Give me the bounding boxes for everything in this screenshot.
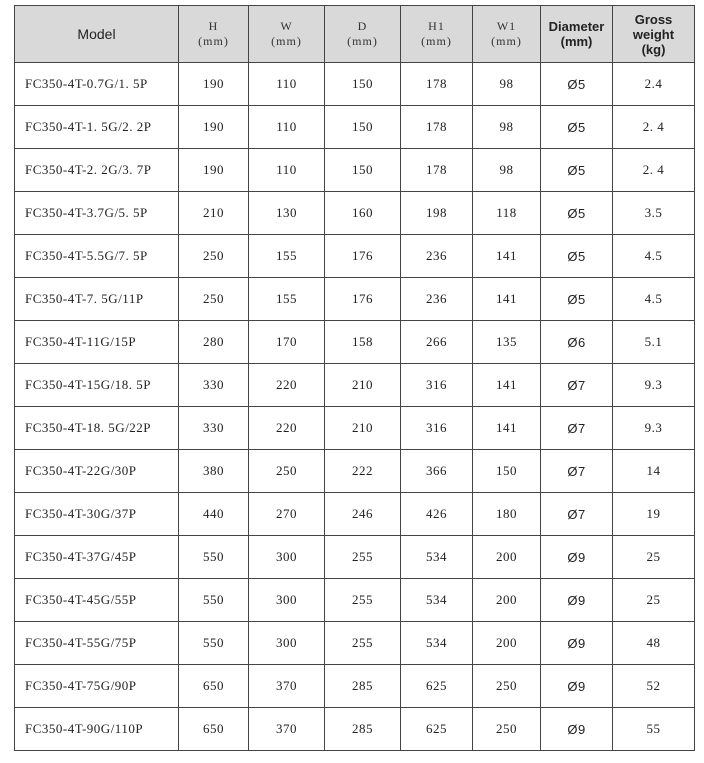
cell-model: FC350-4T-7. 5G/11P [15,278,179,321]
cell-gross-weight: 25 [613,536,695,579]
cell-diameter: Ø7 [541,407,613,450]
cell-h1: 178 [401,63,473,106]
cell-w: 300 [249,622,325,665]
cell-w1: 98 [473,63,541,106]
cell-w: 300 [249,579,325,622]
cell-model: FC350-4T-5.5G/7. 5P [15,235,179,278]
cell-w1: 200 [473,579,541,622]
cell-h1: 534 [401,536,473,579]
cell-diameter: Ø5 [541,192,613,235]
cell-gross-weight: 9.3 [613,364,695,407]
cell-h: 550 [179,536,249,579]
cell-h: 650 [179,665,249,708]
cell-w: 130 [249,192,325,235]
cell-model: FC350-4T-18. 5G/22P [15,407,179,450]
header-model: Model [15,6,179,63]
cell-w: 270 [249,493,325,536]
cell-w1: 200 [473,536,541,579]
cell-model: FC350-4T-3.7G/5. 5P [15,192,179,235]
cell-model: FC350-4T-1. 5G/2. 2P [15,106,179,149]
cell-h: 250 [179,278,249,321]
cell-h1: 366 [401,450,473,493]
cell-w1: 180 [473,493,541,536]
cell-w: 110 [249,63,325,106]
dimensions-table [14,5,695,751]
cell-diameter: Ø5 [541,63,613,106]
cell-h: 190 [179,149,249,192]
cell-diameter: Ø9 [541,665,613,708]
cell-gross-weight: 19 [613,493,695,536]
cell-h1: 316 [401,407,473,450]
cell-w: 170 [249,321,325,364]
cell-diameter: Ø5 [541,235,613,278]
table-row [15,364,695,407]
cell-d: 285 [325,665,401,708]
cell-w: 155 [249,278,325,321]
cell-d: 255 [325,536,401,579]
cell-w1: 141 [473,364,541,407]
cell-h: 250 [179,235,249,278]
cell-h1: 198 [401,192,473,235]
table-row [15,665,695,708]
cell-w: 220 [249,407,325,450]
cell-model: FC350-4T-90G/110P [15,708,179,751]
cell-gross-weight: 4.5 [613,235,695,278]
cell-d: 150 [325,63,401,106]
cell-d: 210 [325,364,401,407]
header-d: D (mm) [325,6,401,63]
cell-h: 650 [179,708,249,751]
cell-gross-weight: 2.4 [613,63,695,106]
cell-gross-weight: 55 [613,708,695,751]
cell-gross-weight: 2. 4 [613,149,695,192]
cell-diameter: Ø7 [541,493,613,536]
cell-gross-weight: 3.5 [613,192,695,235]
table-row [15,321,695,364]
cell-h1: 236 [401,278,473,321]
table-row [15,536,695,579]
cell-h1: 534 [401,579,473,622]
cell-h: 380 [179,450,249,493]
cell-w: 220 [249,364,325,407]
cell-gross-weight: 25 [613,579,695,622]
cell-gross-weight: 9.3 [613,407,695,450]
header-w: W (mm) [249,6,325,63]
cell-d: 176 [325,278,401,321]
cell-w1: 200 [473,622,541,665]
cell-d: 285 [325,708,401,751]
cell-h1: 236 [401,235,473,278]
cell-w: 370 [249,665,325,708]
cell-diameter: Ø5 [541,278,613,321]
cell-d: 160 [325,192,401,235]
cell-d: 150 [325,149,401,192]
cell-diameter: Ø5 [541,149,613,192]
table-row [15,708,695,751]
cell-w1: 141 [473,235,541,278]
cell-gross-weight: 52 [613,665,695,708]
cell-w: 250 [249,450,325,493]
table-row [15,149,695,192]
cell-model: FC350-4T-22G/30P [15,450,179,493]
cell-w1: 141 [473,407,541,450]
cell-h: 190 [179,106,249,149]
cell-diameter: Ø5 [541,106,613,149]
cell-h: 550 [179,622,249,665]
table-row [15,407,695,450]
cell-gross-weight: 14 [613,450,695,493]
cell-h1: 534 [401,622,473,665]
cell-diameter: Ø7 [541,450,613,493]
cell-w: 300 [249,536,325,579]
cell-w1: 135 [473,321,541,364]
cell-diameter: Ø9 [541,708,613,751]
cell-d: 255 [325,622,401,665]
cell-d: 176 [325,235,401,278]
cell-diameter: Ø9 [541,579,613,622]
cell-diameter: Ø9 [541,536,613,579]
cell-h: 440 [179,493,249,536]
cell-gross-weight: 4.5 [613,278,695,321]
table-row [15,278,695,321]
cell-h1: 316 [401,364,473,407]
cell-w: 370 [249,708,325,751]
table-row [15,235,695,278]
cell-h: 280 [179,321,249,364]
cell-gross-weight: 48 [613,622,695,665]
cell-w: 155 [249,235,325,278]
table-row [15,493,695,536]
cell-h: 330 [179,364,249,407]
cell-model: FC350-4T-55G/75P [15,622,179,665]
table-row [15,106,695,149]
cell-diameter: Ø7 [541,364,613,407]
header-h1: H1 (mm) [401,6,473,63]
cell-h: 330 [179,407,249,450]
header-w1: W1 (mm) [473,6,541,63]
cell-d: 246 [325,493,401,536]
cell-h: 550 [179,579,249,622]
cell-model: FC350-4T-37G/45P [15,536,179,579]
cell-d: 222 [325,450,401,493]
table-row [15,63,695,106]
cell-w1: 250 [473,708,541,751]
header-row [15,6,695,63]
cell-w1: 150 [473,450,541,493]
cell-model: FC350-4T-11G/15P [15,321,179,364]
cell-d: 255 [325,579,401,622]
cell-d: 150 [325,106,401,149]
cell-h1: 178 [401,149,473,192]
cell-diameter: Ø6 [541,321,613,364]
cell-w: 110 [249,106,325,149]
cell-h1: 625 [401,665,473,708]
cell-w1: 98 [473,106,541,149]
cell-diameter: Ø9 [541,622,613,665]
cell-model: FC350-4T-30G/37P [15,493,179,536]
header-diameter: Diameter (mm) [541,6,613,63]
cell-model: FC350-4T-15G/18. 5P [15,364,179,407]
table-row [15,192,695,235]
cell-model: FC350-4T-75G/90P [15,665,179,708]
cell-w: 110 [249,149,325,192]
cell-d: 210 [325,407,401,450]
cell-model: FC350-4T-45G/55P [15,579,179,622]
table-row [15,579,695,622]
cell-w1: 250 [473,665,541,708]
cell-h1: 178 [401,106,473,149]
cell-h: 190 [179,63,249,106]
cell-w1: 98 [473,149,541,192]
cell-gross-weight: 2. 4 [613,106,695,149]
cell-model: FC350-4T-2. 2G/3. 7P [15,149,179,192]
cell-h: 210 [179,192,249,235]
cell-w1: 118 [473,192,541,235]
table-row [15,622,695,665]
header-h: H (mm) [179,6,249,63]
header-gross-weight: Gross weight (kg) [613,6,695,63]
cell-h1: 625 [401,708,473,751]
cell-gross-weight: 5.1 [613,321,695,364]
cell-h1: 426 [401,493,473,536]
cell-model: FC350-4T-0.7G/1. 5P [15,63,179,106]
table-row [15,450,695,493]
cell-d: 158 [325,321,401,364]
cell-w1: 141 [473,278,541,321]
cell-h1: 266 [401,321,473,364]
